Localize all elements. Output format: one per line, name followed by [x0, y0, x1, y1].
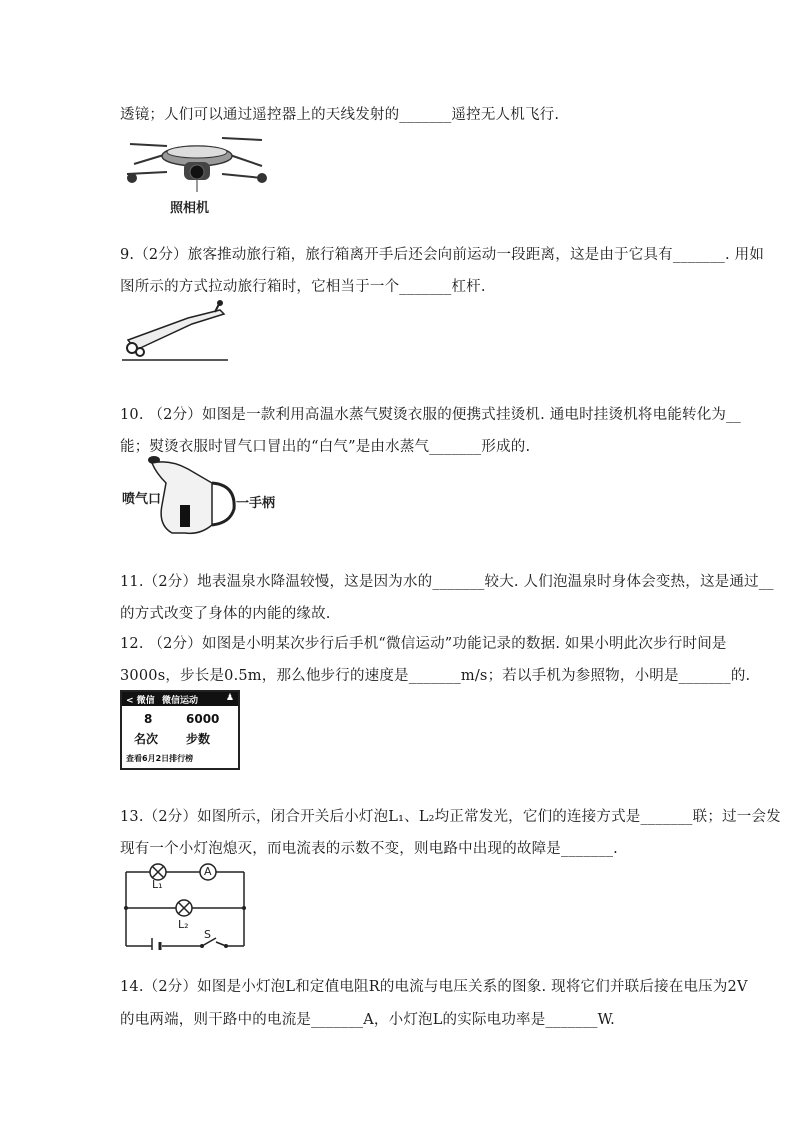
back-label: < 微信 — [126, 696, 155, 706]
rank-value: 8 — [144, 712, 153, 726]
suitcase-figure — [120, 300, 230, 362]
q8-text-line: 透镜；人们可以通过遥控器上的天线发射的_______遥控无人机飞行. — [120, 107, 560, 123]
q12-text-line-1: 12. （2分）如图是小明某次步行后手机“微信运动”功能记录的数据. 如果小明此次步行时间是 — [120, 636, 727, 652]
q9-text-line-2: 图所示的方式拉动旅行箱时，它相当于一个_______杠杆. — [120, 279, 486, 295]
drone-figure — [122, 128, 272, 193]
phone-title: 微信运动 — [162, 696, 199, 706]
q9-text-line-1: 9.（2分）旅客推动旅行箱，旅行箱离开手后还会向前运动一段距离，这是由于它具有_______. 用如 — [120, 247, 765, 263]
q12-text-line-2: 3000s，步长是0.5m，那么他步行的速度是_______m/s；若以手机为参照物，小明是_______的. — [120, 668, 751, 684]
q11-text-line-1: 11.（2分）地表温泉水降温较慢，这是因为水的_______较大. 人们泡温泉时身体会变热，这是通过__ — [120, 574, 774, 590]
camera-label: 照相机 — [170, 201, 210, 216]
steps-value: 6000 — [186, 712, 220, 726]
q13-text-line-2: 现有一个小灯泡熄灭，而电流表的示数不变，则电路中出现的故障是_______. — [120, 841, 618, 857]
l1-label: L₁ — [152, 878, 163, 891]
user-icon: ♟ — [225, 693, 234, 703]
phone-header — [122, 692, 238, 706]
q14-text-line-1: 14.（2分）如图是小灯泡L和定值电阻R的电流与电压关系的图象. 现将它们并联后接在电压为2V — [120, 979, 748, 995]
l2-label: L₂ — [178, 918, 189, 931]
q10-text-line-2: 能；熨烫衣服时冒气口冒出的“白气”是由水蒸气_______形成的. — [120, 439, 531, 455]
q11-text-line-2: 的方式改变了身体的内能的缘故. — [120, 606, 331, 622]
steps-label: 步数 — [186, 732, 211, 746]
wechat-sports-card — [120, 690, 240, 770]
nozzle-label: 喷气口 — [122, 492, 162, 507]
ammeter-label: A — [204, 865, 212, 878]
q10-text-line-1: 10. （2分）如图是一款利用高温水蒸气熨烫衣服的便携式挂烫机. 通电时挂烫机将电能转化为__ — [120, 407, 742, 423]
ranking-link: 查看6月2日排行榜 — [126, 754, 194, 763]
q14-text-line-2: 的电两端，则干路中的电流是_______A，小灯泡L的实际电功率是_______W. — [120, 1012, 615, 1028]
q13-text-line-1: 13.（2分）如图所示，闭合开关后小灯泡L₁、L₂均正常发光，它们的连接方式是_______联；过一会发 — [120, 809, 781, 825]
rank-label: 名次 — [134, 732, 159, 746]
switch-label: S — [204, 928, 211, 941]
circuit-diagram — [122, 858, 248, 950]
handle-label: 一手柄 — [236, 496, 276, 511]
